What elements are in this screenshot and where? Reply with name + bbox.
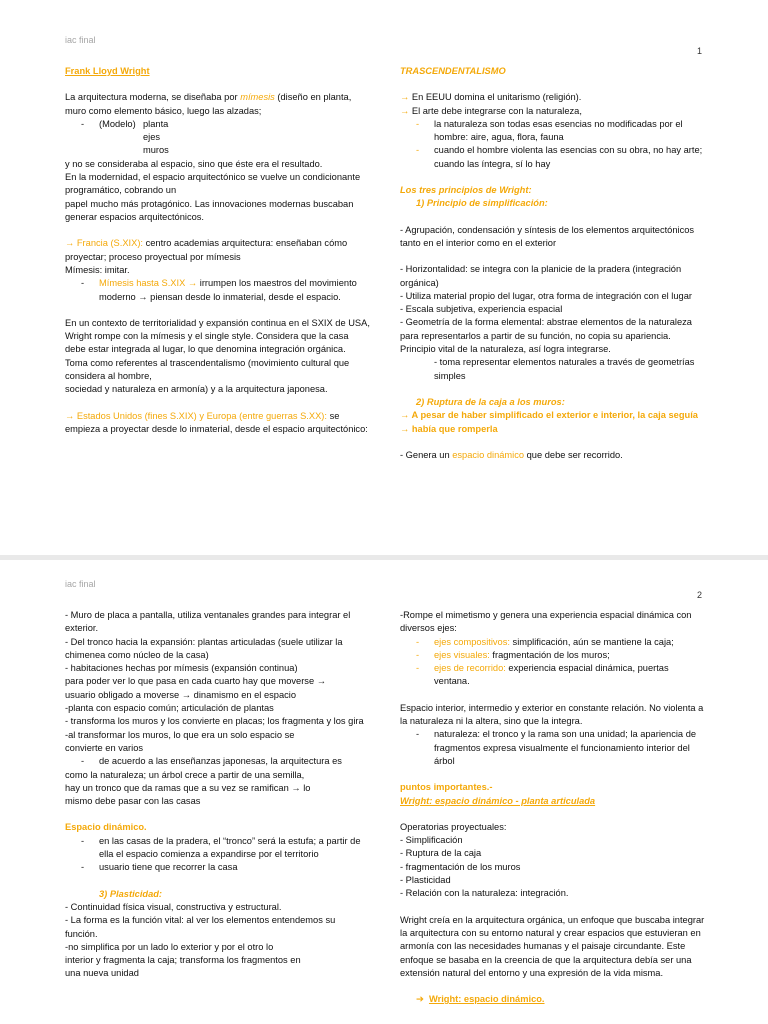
list-item: - la naturaleza son todas esas esencias no modificadas por el hombre: aire, agua, flora, fauna bbox=[416, 118, 683, 143]
paragraph: -planta con espacio común; articulación de plantas bbox=[65, 703, 274, 714]
section-title: TRASCENDENTALISMO bbox=[400, 66, 506, 76]
paragraph: Operatorias proyectuales: bbox=[400, 821, 507, 832]
paragraph: una nueva unidad bbox=[65, 968, 139, 979]
paragraph: interior y fragmenta la caja; transforma los fragmentos en bbox=[65, 955, 301, 966]
paragraph: papel mucho más protagónico. Las innovaciones modernas buscaban generar espacios arquitectónicos. bbox=[65, 198, 354, 223]
list-item: - cuando el hombre violenta las esencias con su obra, no hay arte; cuando las íntegra, sí lo hay bbox=[416, 145, 703, 169]
list-item: ejes bbox=[143, 131, 161, 142]
list-item: - ejes de recorrido: experiencia espacial dinámica, puertas ventana. bbox=[416, 663, 669, 687]
paragraph: → Francia (S.XIX): centro academias arquitectura: enseñaban cómo proyectar; proceso proyectual por mímesis bbox=[65, 238, 348, 262]
paragraph: - toma representar elementos naturales a través de geometrías simples bbox=[434, 357, 695, 381]
subsection-title: 2) Ruptura de la caja a los muros: bbox=[416, 396, 565, 407]
list-item: muros bbox=[143, 144, 169, 155]
list-item: - de acuerdo a las enseñanzas japonesas, la arquitectura es bbox=[81, 756, 342, 767]
section-title: Frank Lloyd Wright bbox=[65, 66, 150, 76]
page-header: iac final bbox=[65, 35, 96, 45]
paragraph: En la modernidad, el espacio arquitectónico se vuelve un condicionante programático, cobrando un bbox=[65, 172, 361, 196]
section-title: Los tres principios de Wright: bbox=[400, 185, 532, 196]
list-item: - usuario tiene que recorrer la casa bbox=[81, 862, 238, 873]
list-item: - Plasticidad bbox=[400, 875, 451, 886]
page-number: 1 bbox=[696, 46, 702, 56]
paragraph: → El arte debe integrarse con la naturaleza, bbox=[400, 105, 582, 116]
paragraph: - Del tronco hacia la expansión: plantas articuladas (suele utilizar la chimenea como núcleo de la casa) bbox=[65, 636, 343, 660]
paragraph: - La forma es la función vital: al ver los elementos entendemos su función. bbox=[65, 915, 336, 939]
subsection-title: 1) Principio de simplificación: bbox=[416, 198, 548, 209]
paragraph: convierte en varios bbox=[65, 742, 144, 753]
right-column bbox=[400, 65, 705, 462]
paragraph: para poder ver lo que pasa en cada cuarto hay que moverse → bbox=[65, 676, 326, 687]
right-column bbox=[400, 609, 705, 1006]
paragraph: La arquitectura moderna, se diseñaba por mímesis (diseño en planta, muro como elemento básico, luego las alzadas; bbox=[65, 92, 352, 116]
highlight-term: espacio dinámico bbox=[452, 449, 525, 460]
final-note: ➔ Wright: espacio dinámico. bbox=[416, 994, 545, 1005]
paragraph: y no se consideraba al espacio, sino que éste era el resultado. bbox=[65, 158, 323, 169]
paragraph: En un contexto de territorialidad y expansión continua en el SXIX de USA, Wright rompe con la mímesis y el single style. Considera que la casa debe estar integrada al lugar, lo que denomina integración orgánica. Toma como referentes al trascendentalismo (movimiento cultural que considera al hombre, bbox=[65, 317, 370, 382]
list-item: - Mímesis hasta S.XIX → irrumpen los maestros del movimiento moderno → piensan desde lo inmaterial, desde el espacio. bbox=[81, 278, 357, 302]
paragraph: -Rompe el mimetismo y genera una experiencia espacial dinámica con diversos ejes: bbox=[400, 610, 692, 634]
section-title: Espacio dinámico. bbox=[65, 822, 147, 833]
page-header: iac final bbox=[65, 579, 96, 589]
paragraph: - Muro de placa a pantalla, utiliza ventanales grandes para integrar el exterior. bbox=[65, 610, 351, 634]
paragraph: - habitaciones hechas por mímesis (expansión continua) bbox=[65, 663, 298, 674]
paragraph: Espacio interior, intermedio y exterior en constante relación. No violenta a la naturaleza ni la altera, sino que la integra. bbox=[400, 702, 704, 727]
subsection-title: 3) Plasticidad: bbox=[99, 888, 163, 899]
list-item: - en las casas de la pradera, el “tronco” será la estufa; a partir de ella el espacio comienza a expandirse por el territorio bbox=[81, 835, 361, 860]
paragraph: - Escala subjetiva, experiencia espacial bbox=[400, 304, 563, 315]
list-item: - ejes visuales: fragmentación de los muros; bbox=[416, 649, 610, 660]
section-title: puntos importantes.- bbox=[400, 782, 493, 793]
paragraph: - Horizontalidad: se integra con la planicie de la pradera (integración orgánica) bbox=[400, 264, 682, 288]
list-item: - Relación con la naturaleza: integración. bbox=[400, 888, 569, 899]
paragraph: sociedad y naturaleza en armonía) y a la arquitectura japonesa. bbox=[65, 384, 328, 395]
paragraph: -al transformar los muros, lo que era un solo espacio se bbox=[65, 729, 295, 740]
paragraph: - Utiliza material propio del lugar, otra forma de integración con el lugar bbox=[400, 290, 692, 301]
paragraph: hay un tronco que da ramas que a su vez se ramifican → lo bbox=[65, 782, 311, 793]
paragraph: Wright creía en la arquitectura orgánica, un enfoque que buscaba integrar la arquitectura con su entorno natural y crear espacios que estuvieran en armonía con las necesidades humanas y el paisaje circundante. Este enfoque se basaba en la creencia de que la arquitectura debía ser una extensión natural del entorno y una expresión de la vida misma. bbox=[400, 914, 705, 978]
subsection-title: Wright: espacio dinámico - planta articulada bbox=[400, 795, 596, 806]
paragraph: Mímesis: imitar. bbox=[65, 264, 130, 275]
paragraph: - Agrupación, condensación y síntesis de los elementos arquitectónicos tanto en el interior como en el exterior bbox=[400, 224, 695, 248]
highlight-term: → Francia (S.XIX): bbox=[65, 238, 144, 249]
document-page-2 bbox=[0, 560, 768, 1024]
list-item: - Ruptura de la caja bbox=[400, 848, 482, 859]
paragraph: → En EEUU domina el unitarismo (religión). bbox=[400, 92, 582, 103]
list-item: - Simplificación bbox=[400, 835, 463, 846]
arrow-icon: ➔ bbox=[416, 994, 424, 1005]
paragraph: - transforma los muros y los convierte en placas; los fragmenta y los gira bbox=[65, 716, 364, 727]
paragraph: - Genera un espacio dinámico que debe ser recorrido. bbox=[400, 449, 623, 460]
list-item: - fragmentación de los muros bbox=[400, 861, 521, 872]
left-column bbox=[65, 65, 370, 436]
paragraph: usuario obligado a moverse → dinamismo en el espacio bbox=[65, 689, 296, 700]
modelo-list: - (Modelo) planta ejes muros bbox=[65, 118, 370, 158]
paragraph: - Geometría de la forma elemental: abstrae elementos de la naturaleza para representarlos a partir de su función, no copia su apariencia. Principio vital de la naturaleza, así logra integrarse. bbox=[400, 317, 692, 355]
paragraph: → A pesar de haber simplificado el exterior e interior, la caja seguía → había que romperla bbox=[400, 410, 698, 434]
left-column bbox=[65, 609, 370, 981]
highlight-term: → Estados Unidos (fines S.XIX) y Europa (entre guerras S.XX): bbox=[65, 410, 327, 421]
paragraph: mismo debe pasar con las casas bbox=[65, 796, 201, 807]
list-item: - ejes compositivos: simplificación, aún se mantiene la caja; bbox=[416, 636, 674, 647]
paragraph: -no simplifica por un lado lo exterior y por el otro lo bbox=[65, 941, 274, 952]
highlight-term: mímesis bbox=[240, 92, 275, 103]
list-item: - naturaleza: el tronco y la rama son una unidad; la apariencia de fragmentos expresa visualmente el funcionamiento interior del árbol bbox=[416, 729, 697, 766]
paragraph: → Estados Unidos (fines S.XIX) y Europa (entre guerras S.XX): se empieza a proyectar desde lo inmaterial, desde el espacio arquitectónico: bbox=[65, 410, 368, 434]
list-item: planta bbox=[143, 118, 169, 129]
page-number: 2 bbox=[696, 590, 702, 600]
paragraph: como la naturaleza; un árbol crece a partir de una semilla, bbox=[65, 769, 305, 780]
paragraph: - Continuidad física visual, constructiva y estructural. bbox=[65, 901, 282, 912]
